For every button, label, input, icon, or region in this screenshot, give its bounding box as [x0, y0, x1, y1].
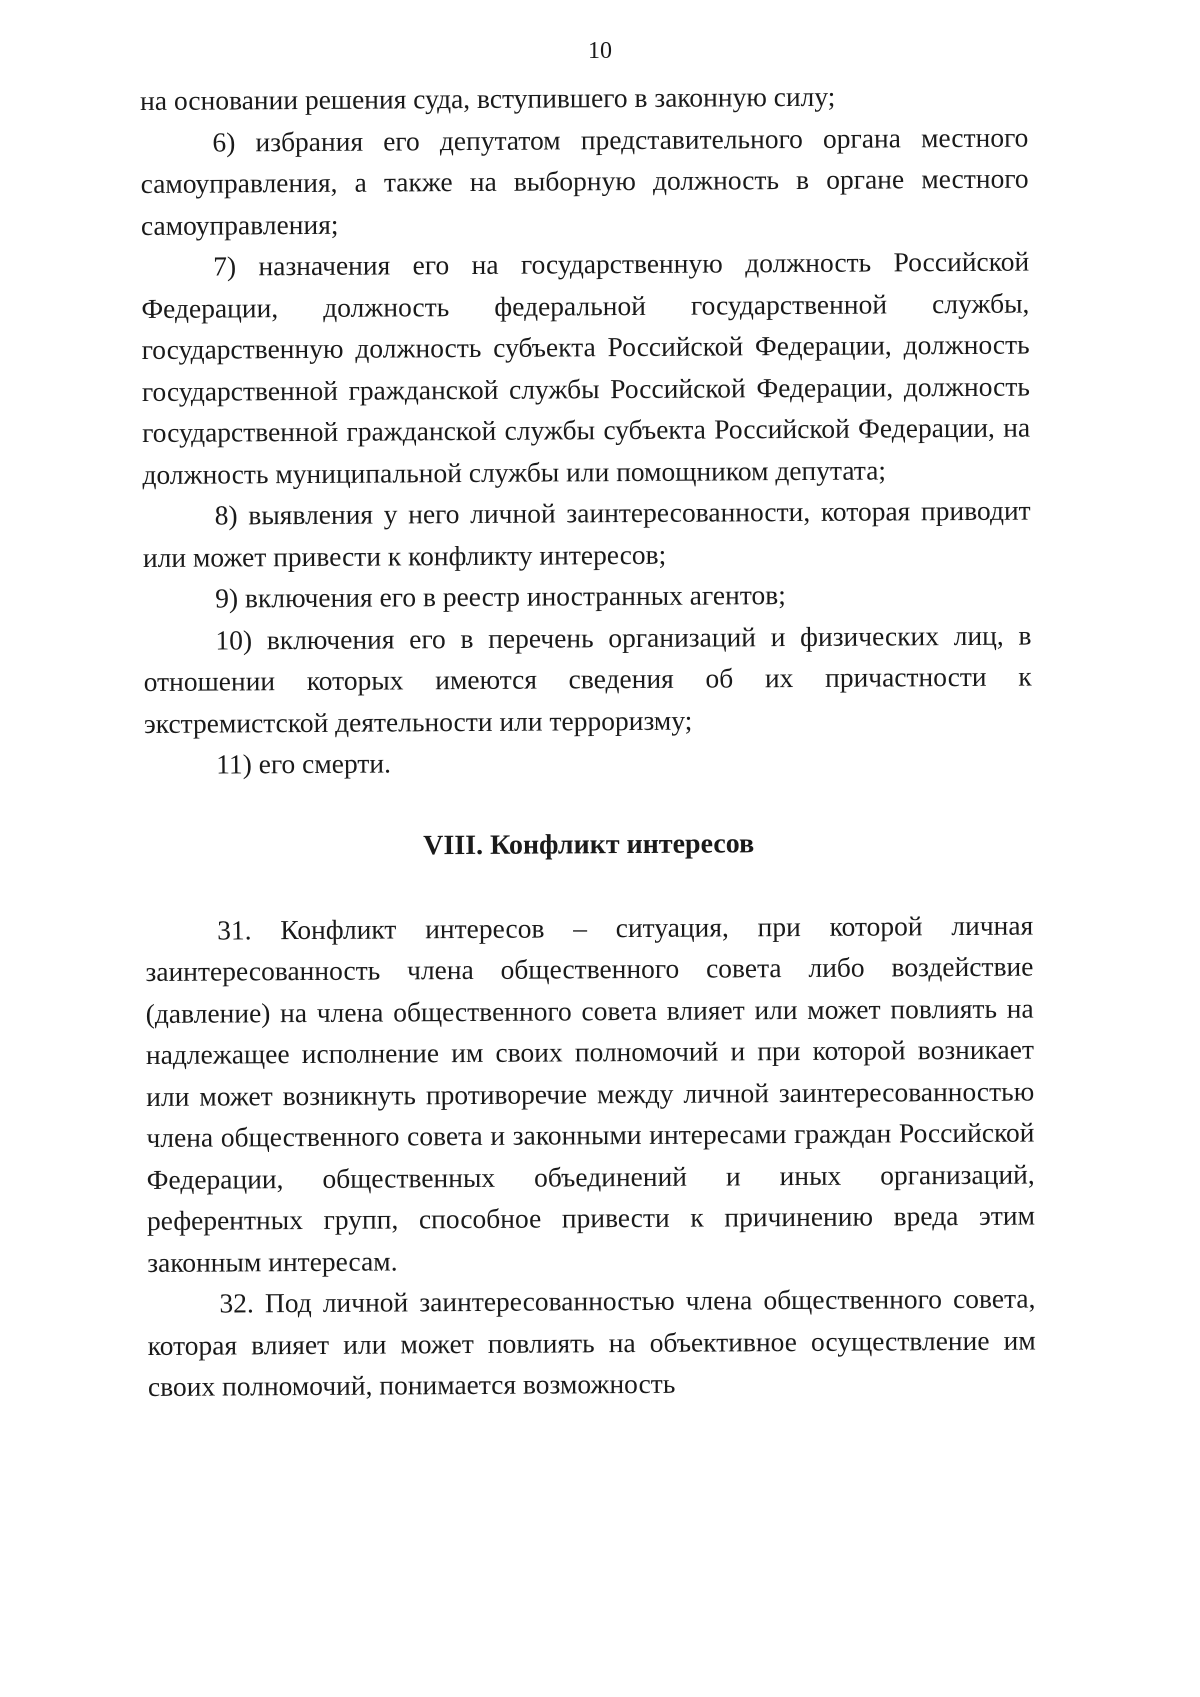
- paragraph-32: 32. Под личной заинтересованностью члена общественного совета, которая влияет или может повлиять на объективное осуществление им своих полномочий, понимается возможность: [147, 1282, 1036, 1402]
- paragraph-continuation: на основании решения суда, вступившего в законную силу;: [140, 80, 836, 116]
- list-item-9: 9) включения его в реестр иностранных агентов;: [215, 579, 786, 614]
- paragraph-31: 31. Конфликт интересов – ситуация, при которой личная заинтересованность члена общественного совета либо воздействие (давление) на члена общественного совета влияет или может повлиять на надлежащее исполнение им своих полномочий и при которой возникает или может возникнуть противоречие между личной заинтересованностью члена общественного совета и законными интересами граждан Российской Федерации, общественных объединений и иных организаций, референтных групп, способное привести к причинению вреда этим законным интересам.: [145, 909, 1036, 1278]
- page-number: 10: [588, 38, 612, 64]
- list-item-7: 7) назначения его на государственную должность Российской Федерации, должность федеральной государственной службы, государственную должность субъекта Российской Федерации, должность государственной гражданской службы Российской Федерации, должность государственной гражданской службы субъекта Российской Федерации, на должность муниципальной службы или помощником депутата;: [141, 245, 1031, 490]
- section-heading: VIII. Конфликт интересов: [423, 827, 755, 861]
- document-body: [140, 75, 1036, 1408]
- list-item-10: 10) включения его в перечень организаций и физических лиц, в отношении которых имеются сведения об их причастности к экстремистской деятельности или терроризму;: [143, 619, 1032, 739]
- list-item-6: 6) избрания его депутатом представительного органа местного самоуправления, а также на выборную должность в органе местного самоуправления;: [140, 121, 1029, 241]
- list-item-11: 11) его смерти.: [216, 747, 392, 780]
- list-item-8: 8) выявления у него личной заинтересованности, которая приводит или может привести к конфликту интересов;: [142, 494, 1031, 573]
